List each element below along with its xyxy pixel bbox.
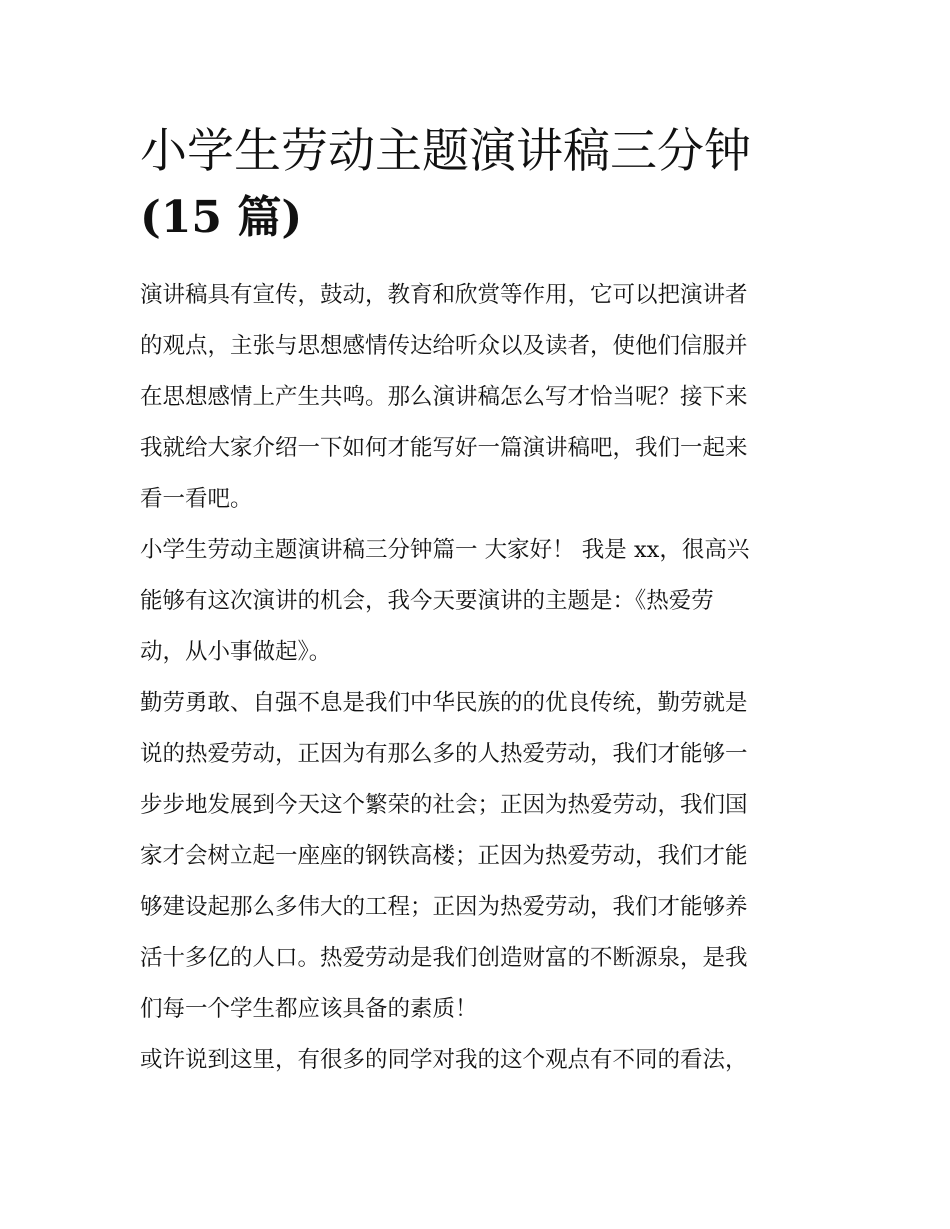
title-line-1: 小学生劳动主题演讲稿三分钟 [140, 124, 751, 179]
body-paragraph [140, 678, 816, 1035]
text-line: 或许说到这里，有很多的同学对我的这个观点有不同的看法， [140, 1047, 748, 1073]
speech-opening-paragraph [140, 525, 816, 678]
text-line: 演讲稿具有宣传，鼓动，教育和欣赏等作用，它可以把演讲者 [140, 282, 748, 308]
text-line: 勤劳勇敢、自强不息是我们中华民族的的优良传统，勤劳就是 [140, 690, 748, 716]
text-line: 家才会树立起一座座的钢铁高楼；正因为热爱劳动，我们才能 [140, 843, 748, 869]
text-line: 说的热爱劳动，正因为有那么多的人热爱劳动，我们才能够一 [140, 741, 748, 767]
text-line: 们每一个学生都应该具备的素质！ [140, 996, 478, 1022]
text-line: 活十多亿的人口。热爱劳动是我们创造财富的不断源泉，是我 [140, 945, 748, 971]
title-line-2: (15 篇) [140, 192, 303, 243]
text-line: 看一看吧。 [140, 486, 253, 512]
document-page [140, 112, 816, 1086]
text-line: 动，从小事做起》。 [140, 639, 332, 665]
intro-paragraph [140, 270, 816, 525]
closing-paragraph [140, 1035, 816, 1086]
text-line: 够建设起那么多伟大的工程；正因为热爱劳动，我们才能够养 [140, 894, 748, 920]
text-line: 能够有这次演讲的机会，我今天要演讲的主题是：《热爱劳 [140, 588, 714, 614]
document-title [140, 112, 816, 192]
text-line: 小学生劳动主题演讲稿三分钟篇一 大家好！ 我是 xx，很高兴 [140, 537, 750, 563]
text-line: 步步地发展到今天这个繁荣的社会；正因为热爱劳动，我们国 [140, 792, 748, 818]
text-line: 的观点，主张与思想感情传达给听众以及读者，使他们信服并 [140, 333, 748, 359]
text-line: 我就给大家介绍一下如何才能写好一篇演讲稿吧，我们一起来 [140, 435, 748, 461]
text-line: 在思想感情上产生共鸣。那么演讲稿怎么写才恰当呢？接下来 [140, 384, 748, 410]
